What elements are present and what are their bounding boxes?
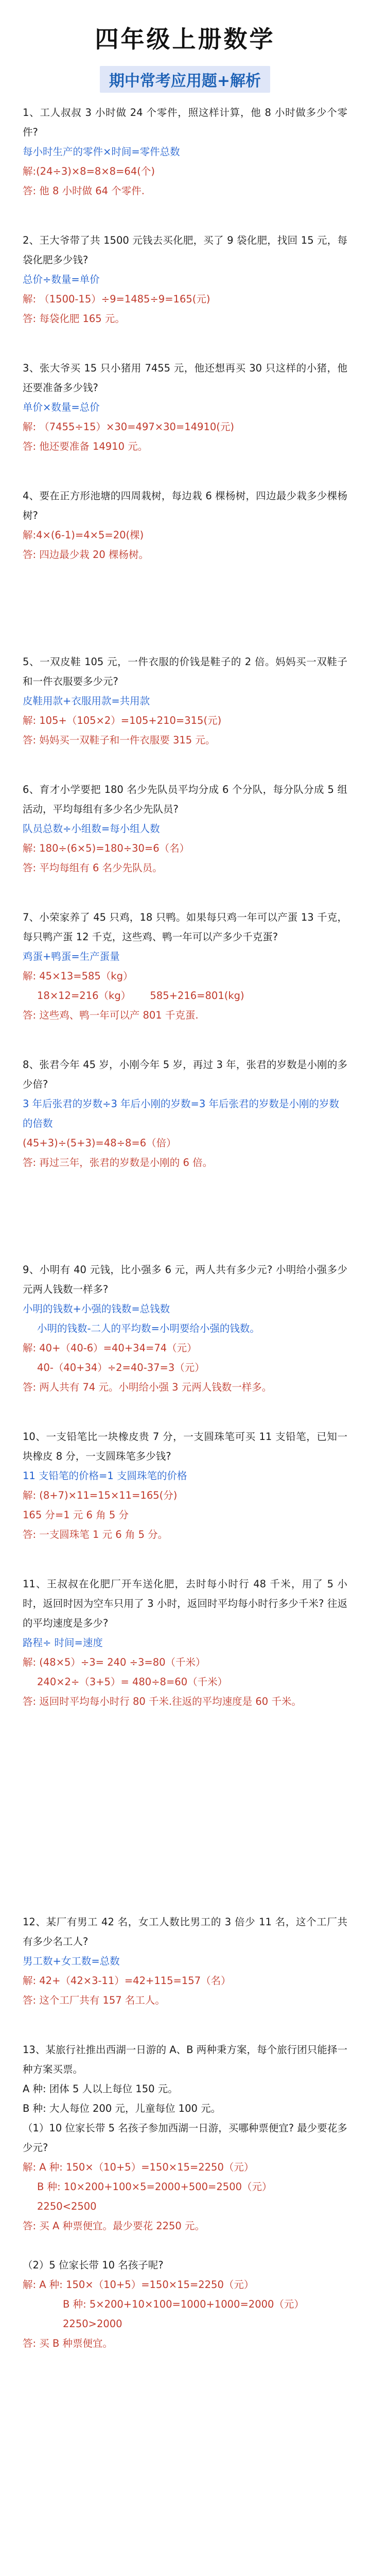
problem-plain-line: （2）5 位家长带 10 名孩子呢? [23, 2259, 164, 2271]
problem-solution-line: 解: 45×13=585（kg） [23, 970, 133, 982]
problem-question: 6、育才小学要把 180 名少先队员平均分成 6 个分队，每分队分成 5 组活动，平均每组有多少名少先队员? [23, 784, 347, 815]
problem-solution-line: B 种: 10×200+100×5=2000+500=2500（元） [37, 2181, 272, 2193]
problem-question: 9、小明有 40 元钱，比小强多 6 元，两人共有多少元? 小明给小强多少元两人钱数一样多? [23, 1264, 347, 1295]
problem-formula-line: 鸡蛋+鸭蛋=生产蛋量 [23, 951, 120, 962]
problem-2 [23, 231, 347, 329]
problem-question: 5、一双皮鞋 105 元，一件衣服的价钱是鞋子的 2 倍。妈妈买一双鞋子和一件衣服要多少元? [23, 656, 347, 687]
problem-formula-line: 11 支铅笔的价格=1 支圆珠笔的价格 [23, 1470, 187, 1482]
problem-solution-line: 解: （1500-15）÷9=1485÷9=165(元) [23, 293, 210, 305]
problem-solution-line: 解: 105+（105×2）=105+210=315(元) [23, 715, 222, 726]
problem-solution-line: 解:(24÷3)×8=8×8=64(个) [23, 165, 155, 177]
problem-answer-line: 答: 四边最少栽 20 棵杨树。 [23, 549, 149, 561]
problem-answer-line: 答: 这些鸡、鸭一年可以产 801 千克蛋. [23, 1009, 199, 1021]
problem-formula-line: 男工数+女工数=总数 [23, 1955, 120, 1967]
problem-solution-line: 18×12=216（kg） 585+216=801(kg) [37, 990, 244, 1002]
problem-formula-line: 每小时生产的零件×时间=零件总数 [23, 146, 180, 158]
problem-formula-line: 3 年后张君的岁数÷3 年后小刚的岁数=3 年后张君的岁数是小刚的岁数的倍数 [23, 1098, 339, 1129]
problem-answer-line: 答: 平均每组有 6 名少先队员。 [23, 862, 163, 874]
problem-solution-line: 解: A 种: 150×（10+5）=150×15=2250（元） [23, 2279, 254, 2291]
problem-solution-line: B 种: 5×200+10×100=1000+1000=2000（元） [63, 2298, 304, 2310]
problem-answer-line: 答: 返回时平均每小时行 80 千米.往返的平均速度是 60 千米。 [23, 1696, 302, 1707]
problem-solution-line: 解: (48×5）÷3= 240 ÷3=80（千米） [23, 1656, 206, 1668]
problem-solution-line: 解: （7455÷15）×30=497×30=14910(元) [23, 421, 234, 433]
problem-solution-line: 解: 40+（40-6）=40+34=74（元） [23, 1342, 197, 1354]
problem-question: 10、一支铅笔比一块橡皮贵 7 分，一支圆珠笔可买 11 支铅笔，已知一块橡皮 8 分，一支圆珠笔多少钱? [23, 1431, 347, 1462]
problem-10 [23, 1427, 347, 1545]
problem-answer-line: 答: 买 A 种票便宜。最少要花 2250 元。 [23, 2220, 205, 2232]
problem-answer-line: 答: 买 B 种票便宜。 [23, 2337, 113, 2349]
problem-solution-line: 解: 180÷(6×5)=180÷30=6（名） [23, 842, 190, 854]
problem-question: 7、小荣家养了 45 只鸡，18 只鸭。如果每只鸡一年可以产蛋 13 千克，每只鸭产蛋 12 千克，这些鸡、鸭一年可以产多少千克蛋? [23, 911, 347, 943]
problem-solution-line: 解: A 种: 150×（10+5）=150×15=2250（元） [23, 2161, 254, 2173]
problem-formula-line: 皮鞋用款+衣服用款=共用款 [23, 695, 150, 707]
problem-answer-line: 答: 这个工厂共有 157 名工人。 [23, 1994, 165, 2006]
problem-12 [23, 1912, 347, 2010]
problem-spacer-line [23, 2236, 347, 2256]
problem-answer-line: 答: 他还要准备 14910 元。 [23, 440, 148, 452]
problem-8 [23, 1055, 347, 1173]
problem-7 [23, 908, 347, 1025]
problem-question: 11、王叔叔在化肥厂开车送化肥，去时每小时行 48 千米，用了 5 小时，返回时因为空车只用了 3 小时，返回时平均每小时行多少千米? 往返的平均速度是多少? [23, 1578, 347, 1629]
problem-solution-line: 解: (8+7)×11=15×11=165(分) [23, 1489, 178, 1501]
problem-question: 13、某旅行社推出西湖一日游的 A、B 两种秉方案，每个旅行团只能择一种方案买票。 [23, 2044, 347, 2075]
problem-9 [23, 1260, 347, 1397]
problem-question: 2、王大爷带了共 1500 元钱去买化肥，买了 9 袋化肥，找回 15 元，每袋化肥多少钱? [23, 234, 347, 266]
problem-question: 4、要在正方形池塘的四周栽树，每边栽 6 棵杨树，四边最少栽多少棵杨树? [23, 490, 347, 521]
problem-plain-line: A 种: 团体 5 人以上每位 150 元。 [23, 2083, 178, 2095]
problem-formula-line: 队员总数÷小组数=每小组人数 [23, 823, 160, 835]
problem-answer-line: 答: 一支圆珠笔 1 元 6 角 5 分。 [23, 1529, 168, 1540]
subtitle-wrap [23, 66, 347, 93]
problem-6 [23, 780, 347, 878]
problem-formula-line: 小明的钱数-二人的平均数=小明要给小强的钱数。 [37, 1323, 260, 1334]
problem-4 [23, 486, 347, 565]
problem-solution-line: 解:4×(6-1)=4×5=20(棵) [23, 529, 144, 541]
problem-question: 3、张大爷买 15 只小猪用 7455 元，他还想再买 30 只这样的小猪，他还要准备多少钱? [23, 362, 347, 394]
problem-solution-line: 40-（40+34）÷2=40-37=3（元） [37, 1362, 205, 1374]
problem-5 [23, 652, 347, 750]
problem-solution-line: 2250<2500 [37, 2200, 97, 2212]
problem-formula-line: 路程÷ 时间=速度 [23, 1637, 103, 1649]
problem-answer-line: 答: 每袋化肥 165 元。 [23, 313, 125, 325]
problem-3 [23, 359, 347, 456]
problem-formula-line: 总价÷数量=单价 [23, 274, 100, 285]
problem-11 [23, 1574, 347, 1711]
problem-formula-line: 单价×数量=总价 [23, 401, 100, 413]
problem-solution-line: 165 分=1 元 6 角 5 分 [23, 1509, 129, 1521]
page-subtitle: 期中常考应用题+解析 [100, 66, 270, 93]
problem-solution-line: 2250>2000 [63, 2318, 122, 2330]
problem-question: 12、某厂有男工 42 名，女工人数比男工的 3 倍少 11 名，这个工厂共有多少名工人? [23, 1916, 347, 1947]
problem-1 [23, 103, 347, 201]
problem-list [23, 103, 347, 2353]
page-title: 四年级上册数学 [95, 25, 275, 53]
problem-solution-line: 解: 42+（42×3-11）=42+115=157（名） [23, 1975, 231, 1987]
problem-question: 8、张君今年 45 岁，小刚今年 5 岁，再过 3 年，张君的岁数是小刚的多少倍? [23, 1059, 347, 1090]
problem-13 [23, 2040, 347, 2353]
problem-formula-line: 小明的钱数+小强的钱数=总钱数 [23, 1303, 170, 1315]
problem-answer-line: 答: 两人共有 74 元。小明给小强 3 元两人钱数一样多。 [23, 1381, 272, 1393]
problem-solution-line: 240×2÷（3+5）= 480÷8=60（千米） [37, 1676, 228, 1688]
problem-question: 1、工人叔叔 3 小时做 24 个零件，照这样计算，他 8 小时做多少个零件? [23, 107, 347, 138]
problem-answer-line: 答: 再过三年，张君的岁数是小刚的 6 倍。 [23, 1157, 213, 1168]
problem-solution-line: (45+3)÷(5+3)=48÷8=6（倍） [23, 1137, 177, 1149]
problem-answer-line: 答: 他 8 小时做 64 个零件. [23, 185, 145, 197]
problem-answer-line: 答: 妈妈买一双鞋子和一件衣服要 315 元。 [23, 734, 216, 746]
problem-plain-line: B 种: 大人每位 200 元，儿童每位 100 元。 [23, 2103, 221, 2114]
problem-plain-line: （1）10 位家长带 5 名孩子参加西湖一日游，买哪种票便宜? 最少要花多少元? [23, 2122, 347, 2154]
